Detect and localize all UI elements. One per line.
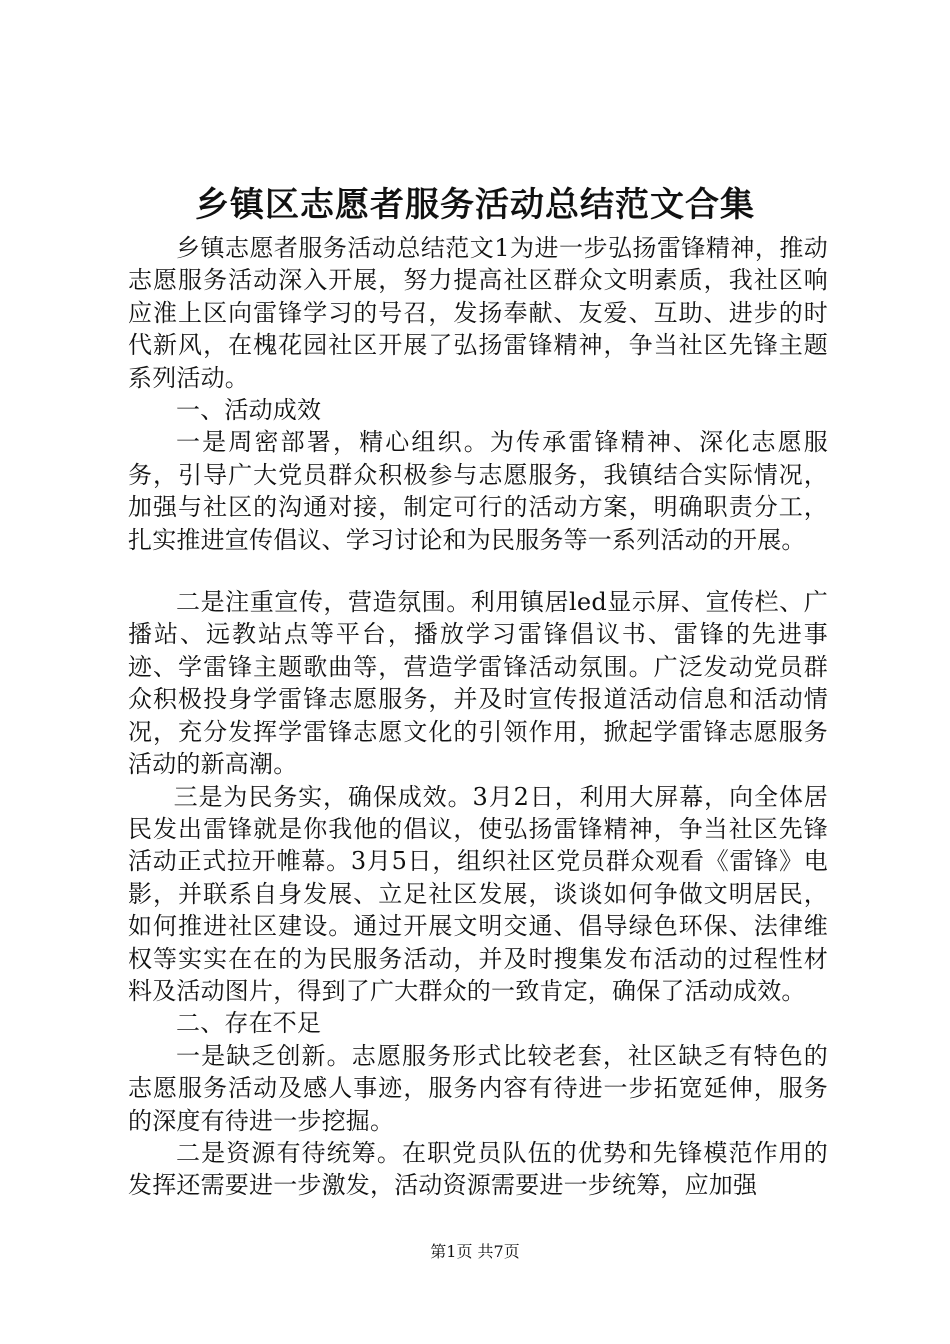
paragraph-shortcoming-2: 二是资源有待统筹。在职党员队伍的优势和先锋模范作用的发挥还需要进一步激发，活动资源需要进一步统筹，应加强 [128, 1138, 828, 1200]
paragraph-result-3: 三是为民务实，确保成效。3月2日，利用大屏幕，向全体居民发出雷锋就是你我他的倡议，使弘扬雷锋精神，争当社区先锋活动正式拉开帷幕。3月5日，组织社区党员群众观看《雷锋》电影，并联系自身发展、立足社区发展，谈谈如何争做文明居民，如何推进社区建设。通过开展文明交通、倡导绿色环保、法律维权等实实在在的为民服务活动，并及时搜集发布活动的过程性材料及活动图片，得到了广大群众的一致肯定，确保了活动成效。 [128, 782, 828, 1005]
paragraph-shortcoming-1: 一是缺乏创新。志愿服务形式比较老套，社区缺乏有特色的志愿服务活动及感人事迹，服务内容有待进一步拓宽延伸，服务的深度有待进一步挖掘。 [128, 1041, 828, 1135]
paragraph-result-1: 一是周密部署，精心组织。为传承雷锋精神、深化志愿服务，引导广大党员群众积极参与志愿服务，我镇结合实际情况，加强与社区的沟通对接，制定可行的活动方案，明确职责分工，扎实推进宣传倡议、学习讨论和为民服务等一系列活动的开展。 [128, 428, 828, 554]
document-body [128, 232, 828, 1202]
section-heading-results: 一、活动成效 [176, 396, 322, 425]
document-title: 乡镇区志愿者服务活动总结范文合集 [195, 185, 755, 225]
paragraph-result-2: 二是注重宣传，营造氛围。利用镇居led显示屏、宣传栏、广播站、远教站点等平台，播放学习雷锋倡议书、雷锋的先进事迹、学雷锋主题歌曲等，营造学雷锋活动氛围。广泛发动党员群众积极投身学雷锋志愿服务，并及时宣传报道活动信息和活动情况，充分发挥学雷锋志愿文化的引领作用，掀起学雷锋志愿服务活动的新高潮。 [128, 588, 828, 779]
section-heading-shortcomings: 二、存在不足 [176, 1009, 322, 1038]
paragraph-intro: 乡镇志愿者服务活动总结范文1为进一步弘扬雷锋精神，推动志愿服务活动深入开展，努力提高社区群众文明素质，我社区响应淮上区向雷锋学习的号召，发扬奉献、友爱、互助、进步的时代新风，在槐花园社区开展了弘扬雷锋精神，争当社区先锋主题系列活动。 [128, 234, 828, 392]
page-footer: 第1页 共7页 [430, 1242, 520, 1261]
